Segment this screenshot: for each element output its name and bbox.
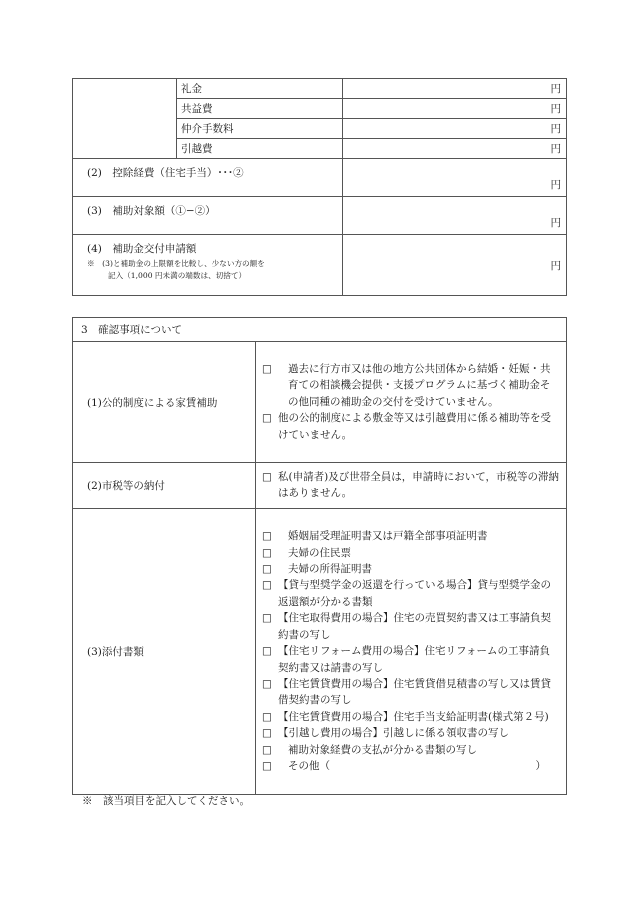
amount-field[interactable]: 円	[343, 139, 567, 159]
attachments-label: (3)添付書類	[73, 508, 256, 794]
checkbox[interactable]: □	[262, 677, 272, 690]
checkbox[interactable]: □	[262, 710, 272, 723]
checklist-item	[262, 361, 560, 410]
checklist-text: 過去に行方市又は他の地方公共団体から結婚・妊娠・共育ての相談機会提供・支援プログラムに基づく補助金その他同種の補助金の交付を受けていません。	[288, 362, 551, 408]
other-input-area[interactable]	[330, 758, 536, 774]
checklist-item	[262, 545, 560, 561]
footnote: ※ 該当項目を記入してください。	[82, 795, 250, 807]
checklist-item	[262, 469, 560, 502]
application-note	[87, 258, 338, 282]
checklist-text: 夫婦の所得証明書	[288, 563, 372, 576]
deduction-amount-field[interactable]: 円	[343, 159, 567, 197]
checkbox[interactable]: □	[262, 645, 272, 658]
checklist-item	[262, 577, 560, 610]
checkbox[interactable]: □	[262, 471, 272, 483]
checkbox[interactable]: □	[262, 759, 272, 772]
application-label: (4) 補助金交付申請額	[87, 243, 197, 255]
expense-label: 礼金	[177, 79, 343, 99]
other-close-paren: ）	[535, 759, 547, 772]
application-label-cell	[73, 235, 343, 296]
checklist-item	[262, 643, 560, 676]
checklist-item	[262, 709, 560, 725]
checklist-item	[262, 561, 560, 577]
checklist-item	[262, 742, 560, 758]
checkbox[interactable]: □	[262, 579, 272, 592]
expense-row-reikin	[73, 79, 567, 99]
checklist-item	[262, 528, 560, 544]
other-line	[278, 758, 560, 774]
tax-row	[73, 463, 567, 509]
amount-field[interactable]: 円	[343, 79, 567, 99]
confirmation-heading: 3 確認事項について	[73, 318, 567, 342]
checklist-text: 【住宅賃貸費用の場合】住宅手当支給証明書(様式第２号)	[278, 710, 549, 723]
tax-items	[256, 463, 567, 509]
checklist-item	[262, 410, 560, 443]
checkbox[interactable]: □	[262, 530, 272, 543]
expense-label: 引越費	[177, 139, 343, 159]
checklist-item	[262, 610, 560, 643]
checkbox[interactable]: □	[262, 743, 272, 756]
checklist-text: 私(申請者)及び世帯全員は，申請時において，市税等の滞納はありません。	[278, 471, 559, 500]
public-subsidy-row	[73, 342, 567, 463]
deduction-label: (2) 控除経費（住宅手当）･･･②	[73, 159, 343, 197]
checklist-text: 他の公的制度による敷金等又は引越費用に係る補助等を受けていません。	[278, 412, 551, 441]
checklist-text: 【引越し費用の場合】引越しに係る領収書の写し	[278, 727, 509, 740]
checkbox[interactable]: □	[262, 412, 272, 425]
expense-group-cell	[73, 79, 177, 159]
checklist-text: 【貸与型奨学金の返還を行っている場合】貸与型奨学金の返還額が分かる書類	[278, 579, 551, 608]
confirmation-header-row	[73, 318, 567, 342]
amount-field[interactable]: 円	[343, 99, 567, 119]
application-note-line1: ※ (3)と補助金の上限額を比較し、少ない方の額を	[87, 259, 265, 268]
checklist-item	[262, 676, 560, 709]
expense-label: 仲介手数料	[177, 119, 343, 139]
confirmation-table	[72, 317, 567, 795]
checklist-text: 【住宅リフォーム費用の場合】住宅リフォームの工事請負契約書又は請書の写し	[278, 645, 550, 674]
checklist-text: 夫婦の住民票	[288, 546, 351, 559]
application-amount-field[interactable]: 円	[343, 235, 567, 296]
attachments-row	[73, 508, 567, 794]
application-note-line2: 記入（1,000 円未満の端数は、切捨て）	[108, 271, 247, 280]
checklist-text: 【住宅賃貸費用の場合】住宅賃貸借見積書の写し又は賃貸借契約書の写し	[278, 677, 551, 707]
checkbox[interactable]: □	[262, 546, 272, 559]
checklist-text: その他（	[288, 759, 330, 772]
checklist-item	[262, 725, 560, 741]
expense-label: 共益費	[177, 99, 343, 119]
amount-field[interactable]: 円	[343, 119, 567, 139]
checkbox[interactable]: □	[262, 612, 272, 625]
deduction-row	[73, 159, 567, 197]
checklist-text: 補助対象経費の支払が分かる書類の写し	[288, 743, 477, 756]
eligible-label: (3) 補助対象額（①−②）	[73, 197, 343, 235]
checklist-text: 【住宅取得費用の場合】住宅の売買契約書又は工事請負契約書の写し	[278, 612, 551, 641]
checkbox[interactable]: □	[262, 563, 272, 576]
public-subsidy-items	[256, 342, 567, 463]
application-row	[73, 235, 567, 296]
eligible-amount-field[interactable]: 円	[343, 197, 567, 235]
attachments-items	[256, 508, 567, 794]
checkbox[interactable]: □	[262, 362, 272, 375]
tax-label: (2)市税等の納付	[73, 463, 256, 509]
expense-table	[72, 78, 567, 296]
checklist-text: 婚姻届受理証明書又は戸籍全部事項証明書	[288, 530, 488, 543]
eligible-row	[73, 197, 567, 235]
public-subsidy-label: (1)公的制度による家賃補助	[73, 342, 256, 463]
checklist-item-other	[262, 758, 560, 774]
checkbox[interactable]: □	[262, 727, 272, 740]
